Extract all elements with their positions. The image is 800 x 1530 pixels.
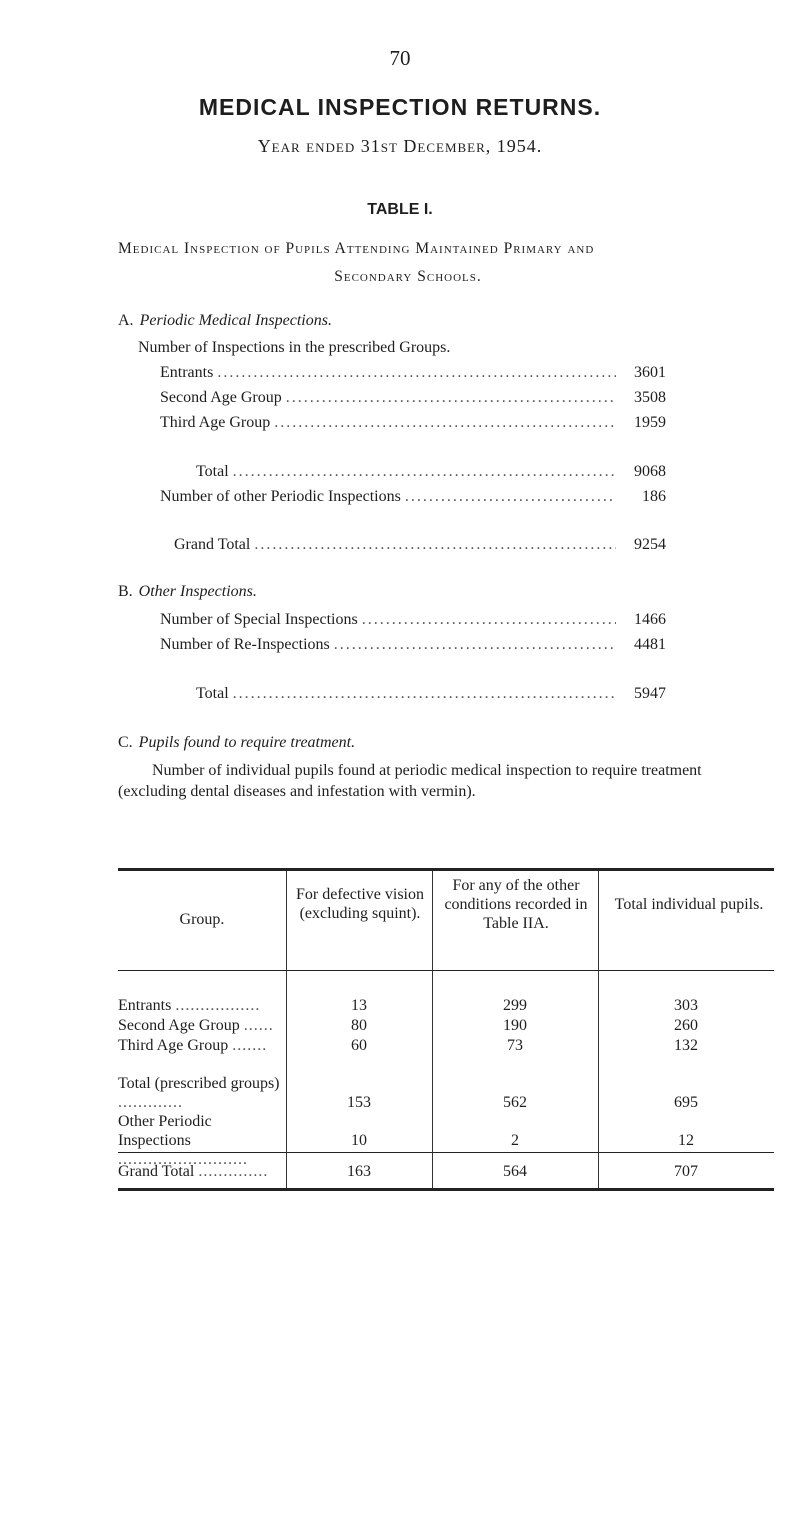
section-a-heading <box>118 312 332 330</box>
list-item <box>160 412 666 434</box>
vision-cell: 153 <box>347 1094 371 1111</box>
vision-cell: 163 <box>347 1163 371 1180</box>
other-cell: 190 <box>503 1017 527 1034</box>
other-cell: 73 <box>507 1037 523 1054</box>
other-inspections-row <box>160 486 666 508</box>
section-b-heading <box>118 583 257 601</box>
group-cell: Other Periodic Inspections .......................... <box>118 1113 248 1168</box>
row-value: 4481 <box>634 636 666 653</box>
row-value: 3601 <box>634 364 666 381</box>
table-bottom-rule <box>118 1188 774 1191</box>
row-value: 9254 <box>634 536 666 553</box>
table-caption <box>118 235 758 291</box>
group-cell: Third Age Group ....... <box>118 1037 268 1054</box>
list-item <box>160 387 666 409</box>
row-value: 1466 <box>634 611 666 628</box>
total-cell: 303 <box>674 997 698 1014</box>
group-cell: Second Age Group ...... <box>118 1017 274 1034</box>
header-total: Total individual pupils. <box>614 896 764 913</box>
other-cell: 564 <box>503 1163 527 1180</box>
table-top-rule <box>118 868 774 871</box>
total-cell: 707 <box>674 1163 698 1180</box>
list-item <box>160 609 666 631</box>
row-label: Entrants <box>160 364 214 381</box>
row-value: 9068 <box>634 463 666 480</box>
row-value: 5947 <box>634 685 666 702</box>
section-a-intro: Number of Inspections in the prescribed Groups. <box>138 339 451 356</box>
total-row <box>196 461 666 483</box>
page-number: 70 <box>389 46 411 70</box>
header-group: Group. <box>179 911 225 928</box>
list-item <box>160 362 666 384</box>
row-label: Third Age Group <box>160 414 271 431</box>
group-cell: Total (prescribed groups) ............. <box>118 1075 280 1111</box>
total-cell: 12 <box>678 1132 694 1149</box>
total-cell: 260 <box>674 1017 698 1034</box>
table-caption-line1: Medical Inspection of Pupils Attending Maintained Primary and <box>118 240 595 257</box>
row-value: 1959 <box>634 414 666 431</box>
section-b-letter: B. <box>118 583 133 600</box>
vision-cell: 80 <box>351 1017 367 1034</box>
table-title: TABLE I. <box>367 201 433 218</box>
section-c-heading <box>118 734 355 752</box>
section-a-letter: A. <box>118 312 134 329</box>
row-label: Grand Total <box>174 536 251 553</box>
vision-cell: 13 <box>351 997 367 1014</box>
row-value: 186 <box>642 488 666 505</box>
row-label: Second Age Group <box>160 389 282 406</box>
other-cell: 2 <box>511 1132 519 1149</box>
group-cell: Grand Total .............. <box>118 1163 269 1180</box>
row-label: Number of Re-Inspections <box>160 636 330 653</box>
table-caption-line2: Secondary Schools. <box>334 268 482 285</box>
total-row <box>196 683 666 705</box>
section-a-title: Periodic Medical Inspections. <box>139 312 332 329</box>
page-title: MEDICAL INSPECTION RETURNS. <box>198 94 602 120</box>
vision-cell: 10 <box>351 1132 367 1149</box>
other-cell: 299 <box>503 997 527 1014</box>
row-label: Number of other Periodic Inspections <box>160 488 401 505</box>
total-cell: 695 <box>674 1094 698 1111</box>
other-cell: 562 <box>503 1094 527 1111</box>
row-label: Total <box>196 685 229 702</box>
row-value: 3508 <box>634 389 666 406</box>
group-cell: Entrants ................. <box>118 997 261 1014</box>
section-c-title: Pupils found to require treatment. <box>138 734 356 751</box>
row-label: Total <box>196 463 229 480</box>
header-other: For any of the other conditions recorded in Table IIA. <box>444 877 588 932</box>
section-c-paragraph: Number of individual pupils found at periodic medical inspection to require treatment (excluding dental diseases and infestation with vermin). <box>118 762 702 800</box>
year-line: Year ended 31st December, 1954. <box>257 136 543 156</box>
section-c-letter: C. <box>118 734 133 751</box>
total-cell: 132 <box>674 1037 698 1054</box>
row-label: Number of Special Inspections <box>160 611 358 628</box>
header-vision: For defective vision (excluding squint). <box>296 886 424 922</box>
grand-total-row <box>174 534 666 556</box>
list-item <box>160 634 666 656</box>
table-header-rule <box>118 970 774 971</box>
section-b-title: Other Inspections. <box>138 583 257 600</box>
vision-cell: 60 <box>351 1037 367 1054</box>
